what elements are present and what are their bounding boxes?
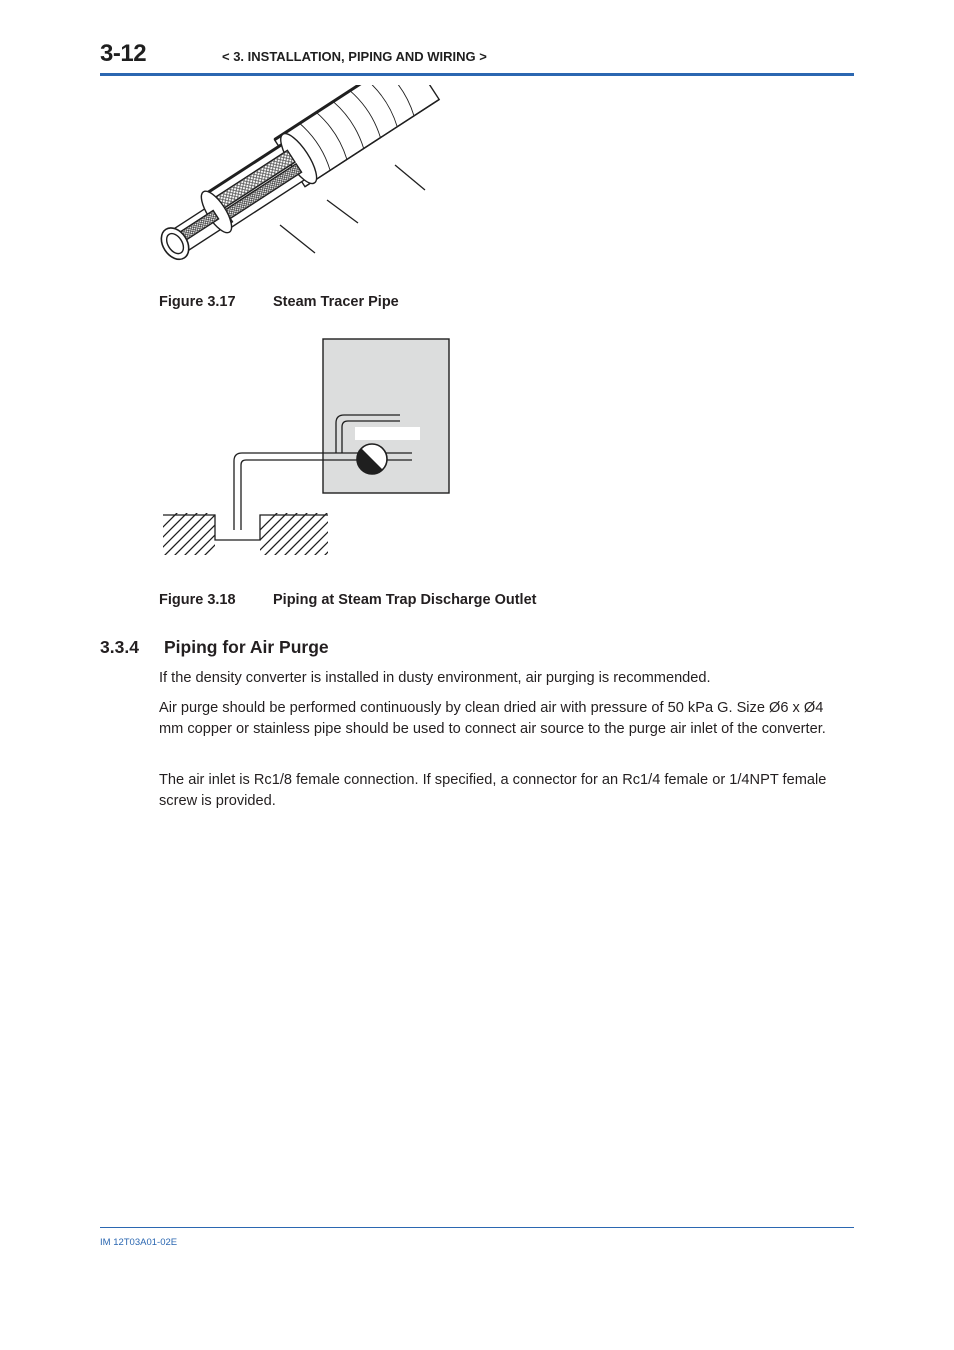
steam-trap-piping-diagram [160, 335, 455, 560]
section-number: 3.3.4 [100, 637, 139, 657]
header-rule [100, 73, 854, 76]
figure-number: Figure 3.18 [159, 592, 236, 608]
figure-3-17-caption [159, 294, 399, 310]
body-paragraph: If the density converter is installed in dusty environment, air purging is recommended. [159, 670, 711, 686]
running-head: < 3. INSTALLATION, PIPING AND WIRING > [222, 49, 487, 64]
figure-number: Figure 3.17 [159, 294, 236, 310]
steam-trap-symbol [357, 444, 387, 474]
figure-3-18-caption [159, 592, 536, 608]
body-paragraph: Air purge should be performed continuously by clean dried air with pressure of 50 kPa G. Size Ø6 x Ø4 mm copper or stainless pipe should be used to connect air source to the purge air inlet of the converter. [159, 700, 826, 737]
page-number: 3-12 [100, 40, 147, 67]
footer-rule [100, 1227, 854, 1228]
converter-enclosure [323, 339, 449, 493]
section-title: Piping for Air Purge [164, 637, 329, 657]
ground-hatching [160, 510, 370, 560]
document-id: IM 12T03A01-02E [100, 1237, 178, 1248]
body-paragraph: The air inlet is Rc1/8 female connection. If specified, a connector for an Rc1/4 female or 1/4NPT female screw is provided. [159, 772, 827, 809]
figure-title: Steam Tracer Pipe [273, 294, 399, 310]
section-heading [100, 637, 329, 658]
steam-tracer-pipe-illustration [155, 85, 460, 290]
figure-title: Piping at Steam Trap Discharge Outlet [273, 592, 537, 608]
